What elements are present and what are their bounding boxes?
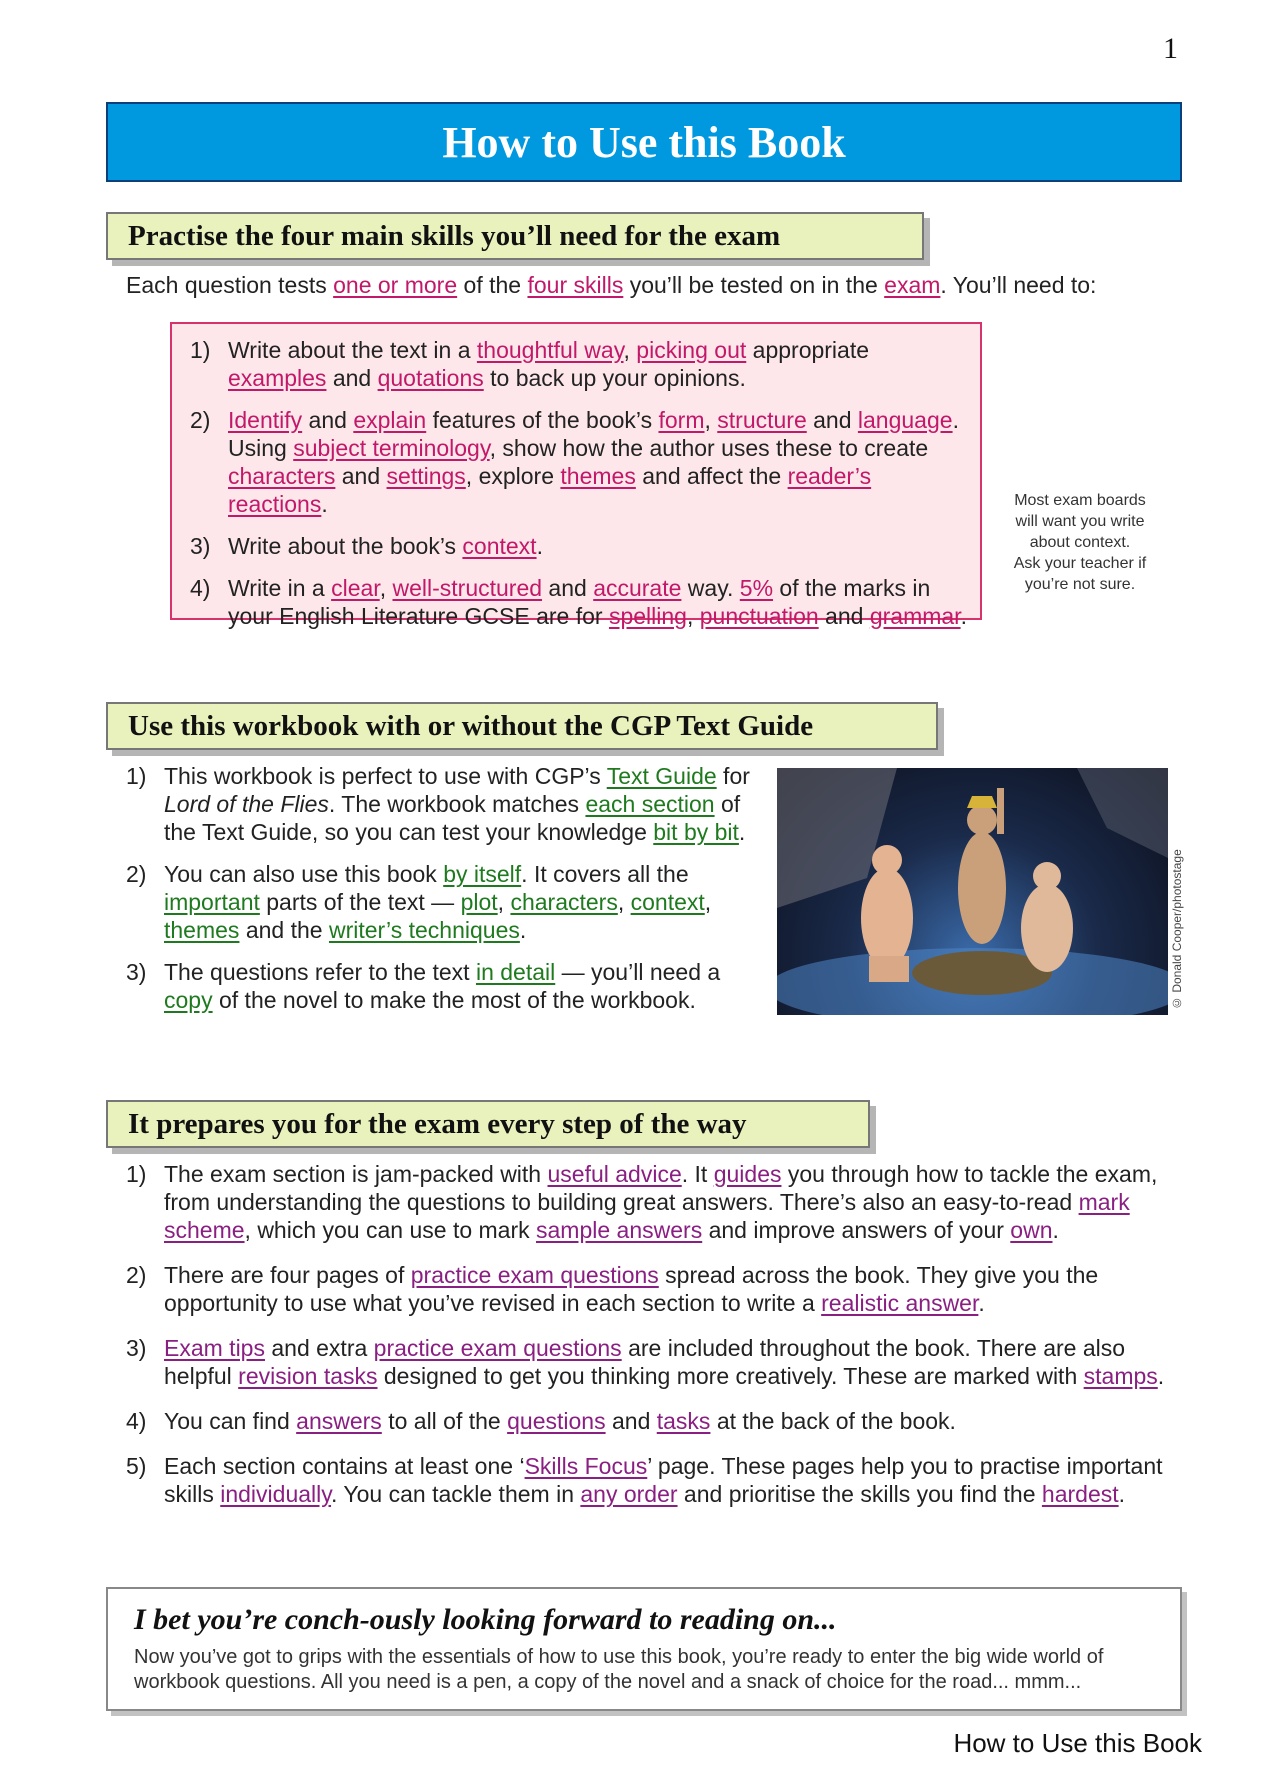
section-heading-skills: Practise the four main skills you’ll need for the exam (106, 212, 924, 260)
list-item: 3) Exam tips and extra practice exam questions are included throughout the book. There are also helpful revision tasks designed to get you thinking more creatively. These are marked with stamps. (126, 1335, 1165, 1389)
summary-heading: I bet you’re conch-ously looking forward to reading on... (134, 1603, 837, 1636)
list-item: 4) You can find answers to all of the questions and tasks at the back of the book. (126, 1408, 956, 1434)
list-item: 4) Write in a clear, well-structured and accurate way. 5% of the marks in your English Literature GCSE are for spelling, punctuation and grammar. (190, 575, 967, 629)
section-heading-text-guide: Use this workbook with or without the CGP Text Guide (106, 702, 938, 750)
stage-photo-illustration (777, 768, 1168, 1015)
summary-body: Now you’ve got to grips with the essentials of how to use this book, you’re ready to enter the big wide world of workbook questions. All you need is a pen, a copy of the novel and a snack of choice for the road... mmm... (134, 1646, 1104, 1693)
page-number: 1 (1163, 32, 1178, 65)
page-title: How to Use this Book (442, 117, 846, 167)
title-banner (106, 102, 1182, 182)
list-item: 1) Write about the text in a thoughtful way, picking out appropriate examples and quotations to back up your opinions. (190, 337, 870, 391)
list-item: 1) The exam section is jam-packed with useful advice. It guides you through how to tackle the exam, from understanding the questions to building great answers. There’s also an easy-to-read mark scheme, which you can use to mark sample answers and improve answers of your own. (126, 1161, 1158, 1243)
list-item: 2) Identify and explain features of the book’s form, structure and language. Using subject terminology, show how the author uses these to create characters and settings, explore themes and affect the reader’s reactions. (190, 407, 959, 517)
list-item: 2) You can also use this book by itself. It covers all the important parts of the text — plot, characters, context, themes and the writer’s techniques. (126, 861, 712, 943)
skills-box (170, 322, 982, 629)
footer-label: How to Use this Book (953, 1728, 1202, 1758)
exam-prep-list (126, 1160, 1176, 1525)
intro-text: Each question tests one or more of the four skills you’ll be tested on in the exam. You’ll need to: (126, 272, 1097, 298)
stage-photo (777, 768, 1168, 1015)
photo-credit: © Donald Cooper/photostage (1170, 849, 1184, 1010)
side-note: Most exam boards will want you write about context. Ask your teacher if you’re not sure. (1013, 492, 1147, 593)
text-guide-list (126, 762, 766, 1028)
list-item: 2) There are four pages of practice exam questions spread across the book. They give you the opportunity to use what you’ve revised in each section to write a realistic answer. (126, 1262, 1099, 1316)
list-item: 3) Write about the book’s context. (190, 533, 543, 559)
summary-box (106, 1587, 1182, 1711)
section-heading-exam-prep: It prepares you for the exam every step of the way (106, 1100, 870, 1148)
list-item: 3) The questions refer to the text in detail — you’ll need a copy of the novel to make the most of the workbook. (126, 959, 721, 1013)
list-item: 1) This workbook is perfect to use with CGP’s Text Guide for Lord of the Flies. The workbook matches each section of the Text Guide, so you can test your knowledge bit by bit. (126, 763, 750, 845)
list-item: 5) Each section contains at least one ‘Skills Focus’ page. These pages help you to practise important skills individually. You can tackle them in any order and prioritise the skills you find the hardest. (126, 1453, 1163, 1507)
